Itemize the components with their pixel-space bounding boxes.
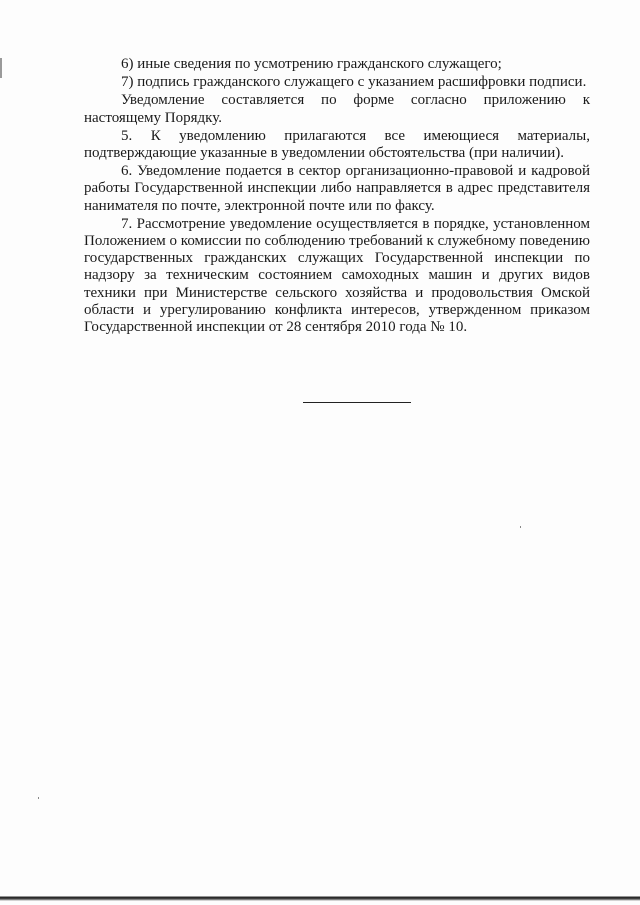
scan-edge-mark <box>0 58 2 78</box>
paragraph-notice-form: Уведомление составляется по форме согласно приложению к настоящему Порядку. <box>84 92 590 126</box>
end-separator-line <box>303 402 411 403</box>
scan-bottom-edge <box>0 892 640 905</box>
paragraph-item-6: 6) иные сведения по усмотрению гражданского служащего; <box>121 56 502 72</box>
paragraph-item-7: 7) подпись гражданского служащего с указанием расшифровки подписи. <box>121 74 587 91</box>
paragraph-clause-6: 6. Уведомление подается в сектор организационно-правовой и кадровой работы Государственной инспекции либо направляется в адрес представителя нанимателя по почте, электронной почте или по факсу. <box>84 163 590 214</box>
scan-speck <box>38 797 39 799</box>
paragraph-clause-7: 7. Рассмотрение уведомление осуществляется в порядке, установленном Положением о комиссии по соблюдению требований к служебному поведению государственных гражданских служащих Государственной инспекции по надзору за техническим состоянием самоходных машин и других видов техники при Министерстве сельского хозяйства и продовольствия Омской области и урегулированию конфликта интересов, утвержденном приказом Государственной инспекции от 28 сентября 2010 года № 10. <box>84 215 590 336</box>
document-body <box>84 56 590 336</box>
paragraph-clause-5: 5. К уведомлению прилагаются все имеющиеся материалы, подтверждающие указанные в уведомлении обстоятельства (при наличии). <box>84 127 590 162</box>
scan-speck <box>520 526 521 528</box>
